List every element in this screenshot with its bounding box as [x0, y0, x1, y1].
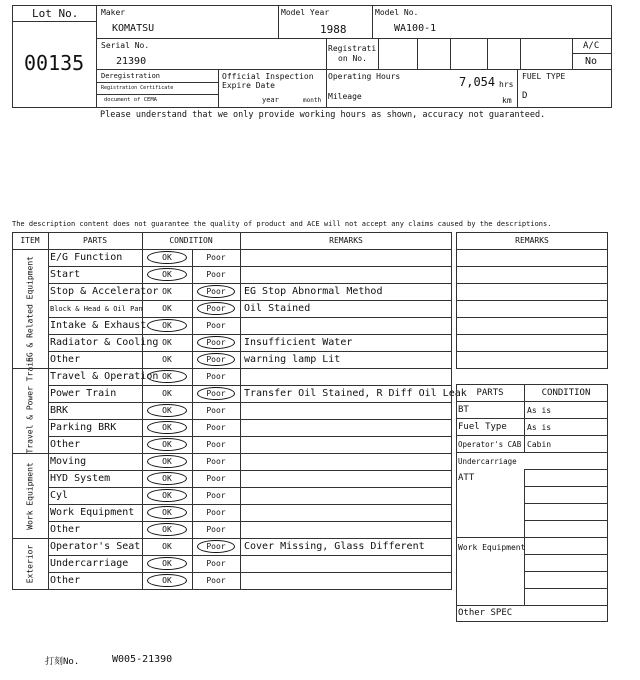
ac-label: A/C [583, 41, 600, 51]
ok-option: OK [162, 287, 172, 296]
poor-option: Poor [206, 406, 226, 415]
description-notice: The description content does not guarantee the quality of product and ACE will not accept any claims caused by the descriptions. [12, 220, 552, 228]
table-row-part: HYD System [50, 473, 111, 484]
table-row-remark: Oil Stained [244, 303, 311, 314]
poor-option: Poor [206, 508, 226, 517]
model-no-value: WA100-1 [394, 23, 437, 34]
ok-option: OK [162, 423, 172, 432]
right-parts-header: PARTS [476, 388, 504, 398]
table-row-part: Work Equipment [50, 507, 135, 518]
poor-option: Poor [206, 491, 226, 500]
poor-selected-mark [197, 336, 235, 349]
serial-value: 21390 [116, 56, 147, 67]
ok-option: OK [162, 576, 172, 585]
ok-option: OK [162, 270, 172, 279]
ok-selected-mark [147, 489, 187, 502]
col-remarks-header: REMARKS [329, 236, 363, 245]
table-row-part: BRK [50, 405, 69, 416]
ok-selected-mark [147, 421, 187, 434]
poor-option: Poor [206, 542, 226, 551]
model-year-value: 1988 [320, 23, 347, 36]
right-parts-row: Fuel Type [458, 422, 507, 432]
table-row-part: Power Train [50, 388, 117, 399]
poor-option: Poor [206, 440, 226, 449]
ok-option: OK [162, 491, 172, 500]
right-parts-row: BT [458, 405, 469, 415]
poor-option: Poor [206, 253, 226, 262]
ok-selected-mark [147, 557, 187, 570]
month-label: month [303, 97, 322, 104]
km-unit: km [502, 96, 512, 105]
right-condition-value: Cabin [527, 440, 552, 449]
right-parts-panel [456, 384, 608, 622]
right-parts-row: Undercarriage [458, 457, 517, 466]
table-row-remark: Insufficient Water [244, 337, 353, 348]
table-row-part: Radiator & Cooling [50, 337, 159, 348]
inspection-label-1: Official Inspection [222, 72, 314, 81]
poor-selected-mark [197, 302, 235, 315]
table-row-part: Travel & Operation [50, 371, 159, 382]
operating-hours-label: Operating Hours [328, 72, 401, 81]
poor-option: Poor [206, 457, 226, 466]
table-row-part: Moving [50, 456, 87, 467]
poor-option: Poor [206, 270, 226, 279]
table-row-part: Other [50, 439, 81, 450]
ok-selected-mark [147, 251, 187, 264]
table-row-remark: warning lamp Lit [244, 354, 341, 365]
year-label: year [262, 96, 279, 104]
serial-label: Serial No. [101, 41, 150, 50]
poor-selected-mark [197, 540, 235, 553]
ok-selected-mark [147, 404, 187, 417]
registration-label-2: on No. [338, 54, 367, 63]
work-equipment-label: Work Equipment [458, 543, 526, 552]
poor-selected-mark [197, 387, 235, 400]
ok-option: OK [162, 559, 172, 568]
group-label: Travel & Power Train [25, 356, 34, 453]
right-remarks-panel [456, 232, 608, 369]
model-no-label: Model No. [375, 8, 419, 17]
other-spec-label: Other SPEC [458, 608, 513, 618]
poor-option: Poor [206, 389, 226, 398]
ok-option: OK [162, 304, 172, 313]
table-row-part: Other [50, 524, 81, 535]
group-label: EG & Related Equipment [25, 255, 34, 362]
stamp-value: W005-21390 [112, 654, 173, 665]
table-row-part: Operator's Seat [50, 541, 141, 552]
ok-option: OK [162, 508, 172, 517]
poor-option: Poor [206, 287, 226, 296]
table-row-part: Cyl [50, 490, 69, 501]
poor-option: Poor [206, 355, 226, 364]
group-label: Exterior [25, 544, 34, 583]
col-condition-header: CONDITION [169, 236, 213, 245]
ok-option: OK [162, 338, 172, 347]
ok-selected-mark [147, 472, 187, 485]
ok-option: OK [162, 321, 172, 330]
table-row-part: Block & Head & Oil Pan [50, 305, 143, 313]
fuel-type-value: D [522, 91, 528, 101]
table-row-part: Intake & Exhaust [50, 320, 147, 331]
ok-option: OK [162, 474, 172, 483]
ok-option: OK [162, 542, 172, 551]
dereg-document: document of CEMA [104, 97, 157, 103]
inspection-label-2: Expire Date [222, 81, 275, 90]
col-item-header: ITEM [20, 236, 40, 245]
right-condition-value: As is [527, 406, 552, 415]
header-block [12, 5, 612, 108]
table-row-part: Other [50, 354, 81, 365]
ok-selected-mark [147, 370, 187, 383]
table-row-part: Other [50, 575, 81, 586]
poor-selected-mark [197, 285, 235, 298]
poor-option: Poor [206, 304, 226, 313]
fuel-type-label: FUEL TYPE [522, 72, 566, 81]
dereg-certificate: Registration Certificate [101, 85, 174, 91]
maker-label: Maker [101, 8, 126, 17]
ok-option: OK [162, 253, 172, 262]
lot-number: 00135 [24, 51, 85, 75]
table-row-remark: Cover Missing, Glass Different [244, 541, 425, 552]
operating-hours-value: 7,054 [459, 75, 496, 89]
ok-selected-mark [147, 523, 187, 536]
poor-option: Poor [206, 559, 226, 568]
ok-option: OK [162, 406, 172, 415]
ok-option: OK [162, 440, 172, 449]
right-condition-value: As is [527, 423, 552, 432]
ok-option: OK [162, 355, 172, 364]
hours-notice: Please understand that we only provide working hours as shown, accuracy not guaranteed. [100, 110, 546, 120]
col-parts-header: PARTS [82, 236, 108, 245]
ok-selected-mark [147, 268, 187, 281]
ok-option: OK [162, 389, 172, 398]
group-label: Work Equipment [25, 461, 34, 530]
ok-option: OK [162, 372, 172, 381]
ok-selected-mark [147, 506, 187, 519]
poor-option: Poor [206, 576, 226, 585]
stamp-label: 打刻No. [45, 657, 80, 667]
table-row-part: Undercarriage [50, 558, 129, 569]
poor-option: Poor [206, 321, 226, 330]
poor-selected-mark [197, 353, 235, 366]
poor-option: Poor [206, 474, 226, 483]
table-row-remark: EG Stop Abnormal Method [244, 286, 383, 297]
poor-option: Poor [206, 338, 226, 347]
ok-selected-mark [147, 438, 187, 451]
table-row-part: Parking BRK [50, 422, 117, 433]
table-row-part: Start [50, 269, 81, 280]
ac-value: No [585, 56, 598, 67]
right-remarks-header: REMARKS [515, 236, 549, 245]
ok-selected-mark [147, 319, 187, 332]
table-row-remark: Transfer Oil Stained, R Diff Oil Leak [244, 388, 467, 399]
poor-option: Poor [206, 372, 226, 381]
poor-option: Poor [206, 525, 226, 534]
hrs-unit: hrs [499, 80, 514, 89]
right-parts-row: ATT [458, 473, 475, 483]
right-condition-header: CONDITION [541, 388, 591, 398]
registration-label-1: Registrati [328, 44, 377, 53]
dereg-label: Deregistration [101, 72, 161, 80]
ok-option: OK [162, 525, 172, 534]
maker-value: KOMATSU [112, 23, 155, 34]
right-parts-row: Operator's CAB [458, 440, 522, 449]
lot-label: Lot No. [32, 7, 79, 20]
ok-option: OK [162, 457, 172, 466]
ok-selected-mark [147, 455, 187, 468]
table-row-part: E/G Function [50, 252, 123, 263]
mileage-label: Mileage [328, 92, 362, 101]
table-row-part: Stop & Accelerator [50, 286, 159, 297]
model-year-label: Model Year [281, 8, 330, 17]
poor-option: Poor [206, 423, 226, 432]
ok-selected-mark [147, 574, 187, 587]
